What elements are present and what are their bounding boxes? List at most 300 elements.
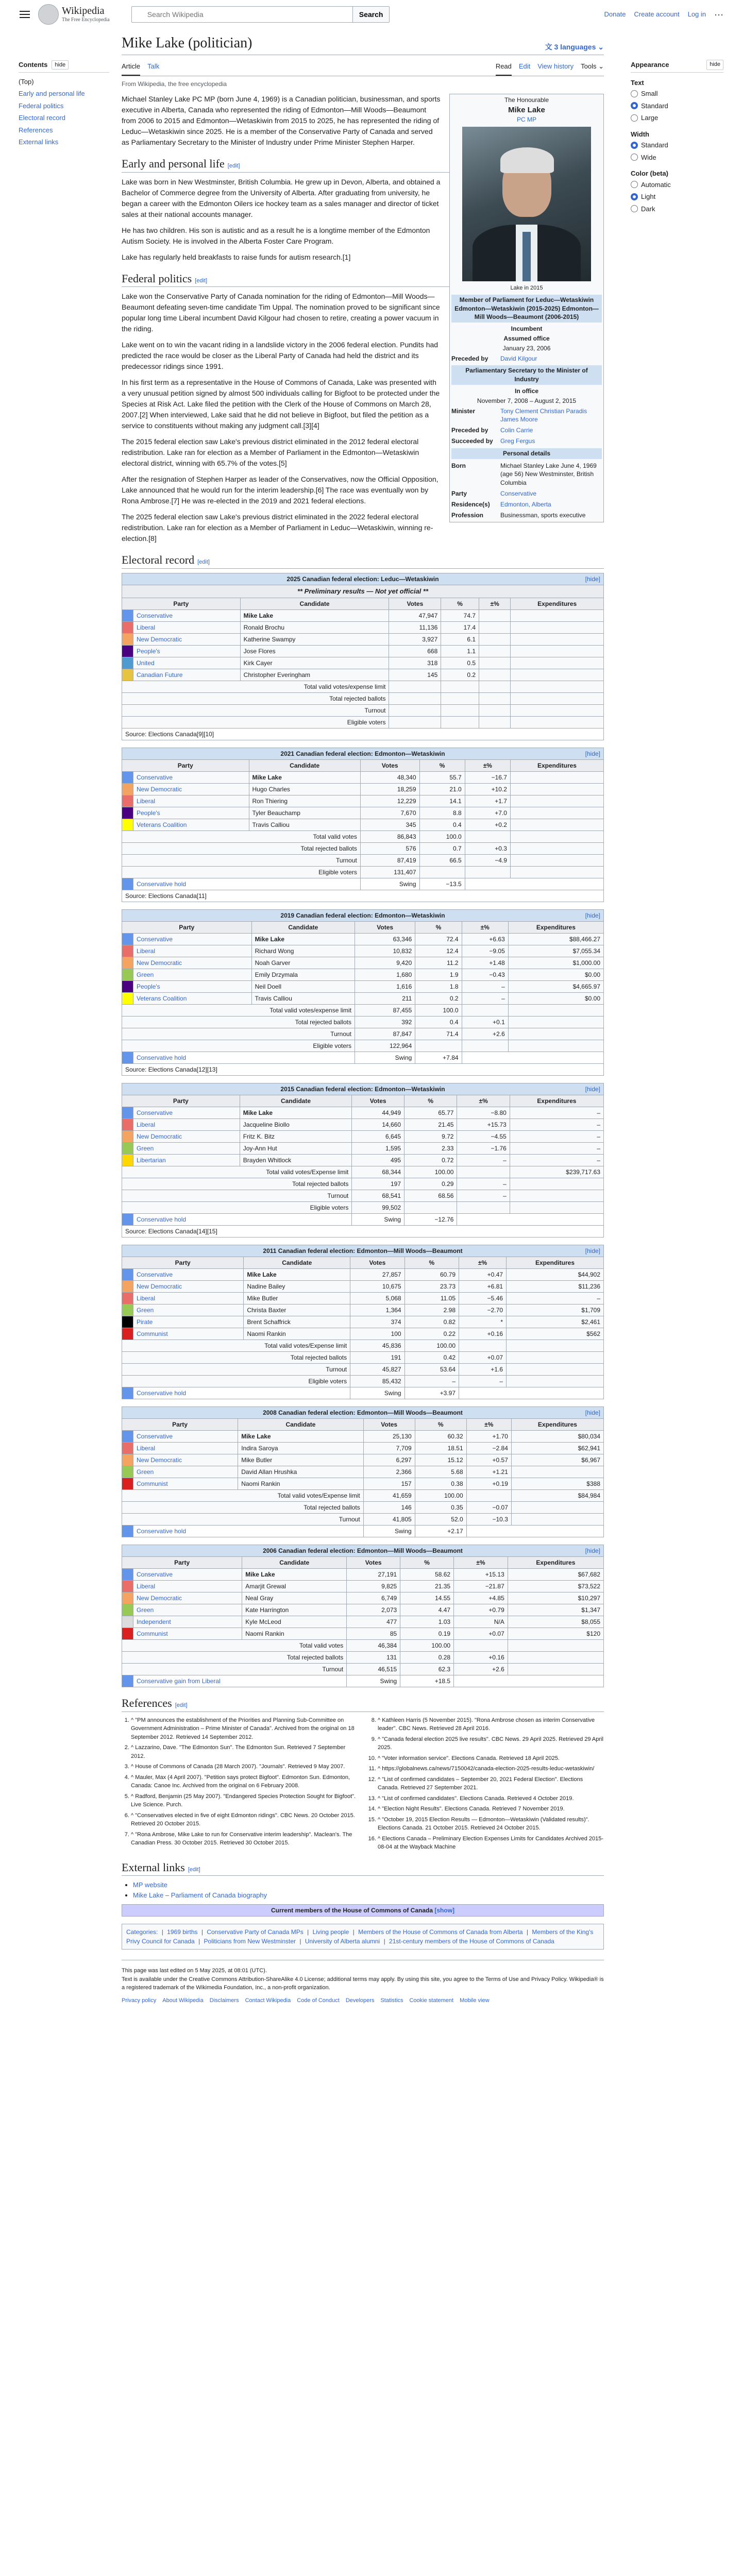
election-table [122,1545,604,1687]
hold-label[interactable]: Conservative gain from Liberal [133,1675,347,1687]
reference-item[interactable]: 6. ^ "Conservatives elected in five of eight Edmonton ridings". CBC News. 20 October 2015. Retrieved 20 October 2015. [131,1811,357,1828]
totals-label: Total rejected ballots [122,1501,364,1513]
category-link[interactable]: University of Alberta alumni [305,1938,380,1945]
totals-row [122,1351,604,1363]
change-cell: +0.57 [466,1454,511,1466]
party-color-swatch [122,807,133,819]
category-link[interactable]: Members of the King's Privy Council for Canada [126,1928,594,1945]
category-link[interactable]: 21st-century members of the House of Commons of Canada [389,1938,554,1945]
swing-label: Swing [360,878,419,890]
expenditure-cell [511,681,604,692]
totals-label: Total rejected ballots [122,1351,350,1363]
party-name[interactable]: Green [133,1142,240,1154]
column-header: % [419,759,465,771]
table-source[interactable]: Source: Elections Canada[9][10] [122,728,604,740]
hold-row [122,1387,604,1399]
toc-item-references[interactable]: References [19,126,53,134]
infobox-preceded2[interactable]: Colin Carrie [500,427,533,434]
text-size-large[interactable]: Large [631,112,723,124]
column-header: Votes [355,921,415,933]
candidate-name: Tyler Beauchamp [249,807,360,819]
edit-section-link[interactable]: [edit] [197,559,210,566]
reference-item[interactable]: 3. ^ House of Commons of Canada (28 March 2007). "Journals". Retrieved 9 May 2007. [131,1762,357,1771]
candidate-name: Jose Flores [240,645,389,657]
percent-cell: 1.9 [415,969,462,980]
infobox-postnominals[interactable]: PC MP [516,115,536,123]
votes-cell: 9,825 [347,1580,400,1592]
change-cell: +15.73 [457,1118,510,1130]
table-row [122,669,604,681]
totals-label: Eligible voters [122,1201,352,1213]
candidate-name: Mike Lake [251,933,355,945]
percent-cell: 12.4 [415,945,462,957]
tab-read[interactable]: Read [496,58,512,76]
column-header: Expenditures [510,1095,603,1107]
table-row [122,1466,604,1478]
party-color-swatch [122,795,133,807]
party-name[interactable]: Liberal [133,795,249,807]
infobox-born-label: Born [451,462,466,469]
totals-row [122,1663,604,1675]
color-light[interactable]: Light [631,191,723,203]
hold-label[interactable]: Conservative hold [133,878,361,890]
table-hide-button[interactable]: [hide] [585,911,600,919]
party-color-swatch [122,819,133,831]
color-dark[interactable]: Dark [631,203,723,215]
party-name[interactable]: Conservative [133,1568,242,1580]
candidate-name: Amarjit Grewal [242,1580,347,1592]
party-name[interactable]: Liberal [133,945,252,957]
totals-label: Turnout [122,1190,352,1201]
totals-label: Total rejected ballots [122,1016,355,1028]
language-selector[interactable]: 文 3 languages ⌄ [545,43,604,52]
candidate-name: Neal Gray [242,1592,347,1604]
hold-label[interactable]: Conservative hold [133,1525,364,1537]
footer-link[interactable]: Developers [345,1997,375,2004]
footer-link[interactable]: About Wikipedia [162,1997,204,2004]
party-name[interactable]: Green [133,1304,244,1316]
votes-cell: 5,068 [350,1292,404,1304]
category-link[interactable]: 1969 births [167,1928,198,1936]
election-table-title: 2008 Canadian federal election: Edmonton—Mill Woods—Beaumont [hide] [122,1406,604,1418]
party-name[interactable]: Independent [133,1616,242,1628]
votes-cell: 63,346 [355,933,415,945]
reference-item[interactable]: 11. ^ https://globalnews.ca/news/7150042/canada-election-2025-results-leduc-wetaskiwin/ [378,1765,604,1773]
election-table [122,909,604,1076]
totals-row [122,854,604,866]
column-header: Party [122,1095,240,1107]
reference-item[interactable]: 9. ^ "Canada federal election 2025 live results". CBC News. 29 April 2025. Retrieved 29 April 2025. [378,1735,604,1752]
party-name[interactable]: Conservative [133,1430,238,1442]
reference-item[interactable]: 12. ^ "List of confirmed candidates – September 20, 2021 Federal Election". Elections Canada. Retrieved 27 September 2021. [378,1775,604,1792]
toc-item-electoral-record[interactable]: Electoral record [19,114,66,122]
column-header: Expenditures [508,921,603,933]
footer-link[interactable]: Code of Conduct [297,1997,340,2004]
party-name[interactable]: Canadian Future [133,669,241,681]
external-link[interactable]: Mike Lake – Parliament of Canada biography [133,1891,267,1899]
party-color-swatch [122,1525,133,1537]
expenditure-cell: $2,461 [507,1316,604,1328]
infobox-minister-label: Minister [451,407,476,415]
column-header: % [415,1418,466,1430]
percent-cell: 100.00 [415,1489,466,1501]
categories-label[interactable]: Categories: [126,1928,158,1936]
infobox-assumed-label: Assumed office [503,335,550,343]
reference-item[interactable]: 16. ^ Elections Canada – Preliminary Election Expenses Limits for Candidates Archived 2015-08-04 at the Wayback Machine [378,1835,604,1852]
votes-cell: 318 [389,657,441,669]
expenditure-cell: $1,347 [508,1604,603,1616]
candidate-name: Naomi Rankin [242,1628,347,1639]
column-header: Candidate [244,1257,350,1268]
party-color-swatch [122,945,133,957]
reference-item[interactable]: 13. ^ "List of confirmed candidates". Elections Canada. Retrieved 4 October 2019. [378,1794,604,1803]
table-hide-button[interactable]: [hide] [585,1247,600,1255]
election-table-title: 2025 Canadian federal election: Leduc—Wetaskiwin [hide] [122,573,604,585]
column-header: % [400,1556,454,1568]
search-button[interactable]: Search [353,6,390,23]
tab-tools[interactable]: Tools ⌄ [581,62,604,71]
votes-cell: 131,407 [360,866,419,878]
party-name[interactable]: New Democratic [133,1454,238,1466]
table-hide-button[interactable]: [hide] [585,750,600,757]
party-name[interactable]: Green [133,1604,242,1616]
party-color-swatch [122,633,133,645]
hold-label[interactable]: Conservative hold [133,1387,350,1399]
change-cell [479,609,511,621]
party-color-swatch [122,1328,133,1340]
category-link[interactable]: Politicians from New Westminster [204,1938,296,1945]
party-name[interactable]: New Democratic [133,1130,240,1142]
table-row [122,1316,604,1328]
votes-cell: 68,344 [352,1166,404,1178]
infobox-ministers[interactable]: Tony Clement Christian Paradis James Moore [500,407,587,423]
infobox-in-office-label: In office [514,387,538,395]
percent-cell: 5.68 [415,1466,466,1478]
party-name[interactable]: Communist [133,1628,242,1639]
infobox-residence[interactable]: Edmonton, Alberta [500,500,551,508]
party-name[interactable]: Conservative [133,1107,240,1118]
donate-link[interactable]: Donate [604,10,626,19]
party-name[interactable]: Communist [133,1478,238,1489]
reference-item[interactable]: 8. ^ Kathleen Harris (5 November 2015). "Rona Ambrose chosen as interim Conservative leader". CBC News. Retrieved 28 April 2016. [378,1716,604,1733]
percent-cell [419,866,465,878]
column-header: Candidate [249,759,360,771]
table-source[interactable]: Source: Elections Canada[12][13] [122,1063,604,1075]
party-color-swatch [122,1604,133,1616]
party-name[interactable]: Conservative [133,1268,244,1280]
footer-link[interactable]: Statistics [380,1997,403,2004]
expenditure-cell: $88,466.27 [508,933,603,945]
totals-row [122,1513,604,1525]
change-cell [454,1639,508,1651]
hold-label[interactable]: Conservative hold [133,1213,352,1225]
footer-link[interactable]: Contact Wikipedia [245,1997,291,2004]
party-color-swatch [122,969,133,980]
infobox-succeeded[interactable]: Greg Fergus [500,437,535,445]
party-name[interactable]: Conservative [133,933,252,945]
change-cell: – [462,980,508,992]
table-hide-button[interactable]: [hide] [585,1547,600,1554]
party-color-swatch [122,1430,133,1442]
party-name[interactable]: Green [133,1466,238,1478]
change-cell [459,1340,507,1351]
infobox-preceded[interactable]: David Kilgour [500,354,537,362]
change-cell: +4.85 [454,1592,508,1604]
column-header: Expenditures [508,1556,603,1568]
toc-item-top[interactable]: (Top) [19,77,34,86]
table-row [122,933,604,945]
totals-label: Eligible voters [122,1375,350,1387]
votes-cell: 1,364 [350,1304,404,1316]
edit-section-link[interactable]: [edit] [188,1866,200,1873]
reference-item[interactable]: 10. ^ "Voter information service". Elections Canada. Retrieved 18 April 2025. [378,1754,604,1763]
tab-article[interactable]: Article [122,58,140,76]
party-name[interactable]: New Democratic [133,783,249,795]
expenditure-cell: $239,717.63 [510,1166,603,1178]
edit-section-link[interactable]: [edit] [175,1702,188,1708]
width-wide[interactable]: Wide [631,151,723,164]
footer-link[interactable]: Privacy policy [122,1997,157,2004]
change-cell: +0.07 [459,1351,507,1363]
party-name[interactable]: Libertarian [133,1154,240,1166]
votes-cell: 392 [355,1016,415,1028]
reference-item[interactable]: 4. ^ Mauler, Max (4 April 2007). "Petition says protect Bigfoot". Edmonton Sun. Edmonton, Canada: Canoe Inc. Archived from the original on 6 February 2008. [131,1773,357,1790]
early-paragraph: Lake was born in New Westminster, British Columbia. He grew up in Devon, Alberta, and obtained a Bachelor of Commerce degree from the University of Alberta. After graduating from university, he began a career with the Edmonton Oilers ice hockey team as a sales manager and director of ticket sales at their national accounts manager. [122,177,441,218]
hold-label[interactable]: Conservative hold [133,1052,355,1063]
edit-section-link[interactable]: [edit] [227,162,240,169]
party-name[interactable]: New Democratic [133,957,252,969]
search-input[interactable] [131,6,353,23]
totals-label: Eligible voters [122,716,389,728]
percent-cell: 65.77 [404,1107,457,1118]
hold-row [122,1525,604,1537]
votes-cell [389,681,441,692]
reference-item[interactable]: 7. ^ "Rona Ambrose, Mike Lake to run for Conservative interim leadership". Maclean's. The Canadian Press. 30 October 2015. Retrieved 30 October 2015. [131,1831,357,1848]
change-cell: −21.87 [454,1580,508,1592]
percent-cell: 0.7 [419,842,465,854]
toc-item-external-links[interactable]: External links [19,138,59,146]
totals-label: Total rejected ballots [122,692,389,704]
totals-row [122,1340,604,1351]
change-cell: – [457,1190,510,1201]
party-name[interactable]: Conservative [133,771,249,783]
change-cell: −16.7 [465,771,510,783]
logo-subtitle: The Free Encyclopedia [62,16,110,23]
appearance-title: Appearance [631,61,669,69]
party-name[interactable]: Pirate [133,1316,244,1328]
votes-cell: 131 [347,1651,400,1663]
party-name[interactable]: Green [133,969,252,980]
reference-item[interactable]: 2. ^ Lazzarino, Dave. "The Edmonton Sun". The Edmonton Sun. Retrieved 7 September 2012. [131,1743,357,1760]
tab-talk[interactable]: Talk [147,62,160,71]
party-name[interactable]: New Democratic [133,1592,242,1604]
lead-paragraph: Michael Stanley Lake PC MP (born June 4, 1969) is a Canadian politician, businessman, and sports executive in Alberta, Canada who represented the riding of Edmonton—Mill Woods—Beaumont from 2006 to 2015 and Edmonton—Wetaskiwin from 2015 to 2025, he has represented the riding of Leduc—Wetaskiwin since 2025. He is a member of the Conservative Party of Canada and served as Parliamentary Secretary to the Minister of Industry under Prime Minister Stephen Harper. [122,94,441,146]
table-source[interactable]: Source: Elections Canada[14][15] [122,1225,604,1237]
votes-cell [389,704,441,716]
candidate-name: Naomi Rankin [244,1328,350,1340]
party-name[interactable]: New Democratic [133,633,241,645]
totals-label: Total valid votes/Expense limit [122,1340,350,1351]
navbox-show-button[interactable]: [show] [434,1907,455,1914]
tab-edit[interactable]: Edit [518,62,531,71]
external-link[interactable]: MP website [133,1881,167,1889]
footer-link[interactable]: Cookie statement [409,1997,454,2004]
expenditure-cell: $1,709 [507,1304,604,1316]
change-cell: −2.70 [459,1304,507,1316]
column-header: Candidate [238,1418,364,1430]
party-name[interactable]: Liberal [133,1118,240,1130]
text-size-small[interactable]: Small [631,88,723,100]
table-row [122,819,604,831]
column-header: Votes [347,1556,400,1568]
category-link[interactable]: Living people [312,1928,349,1936]
reference-item[interactable]: 14. ^ "Election Night Results". Elections Canada. Retrieved 7 November 2019. [378,1805,604,1814]
candidate-name: Noah Garver [251,957,355,969]
more-options-icon[interactable]: ··· [714,9,723,20]
swing-label: Swing [352,1213,404,1225]
expenditure-cell [508,1639,603,1651]
party-name[interactable]: Conservative [133,609,241,621]
votes-cell: 6,749 [347,1592,400,1604]
edit-section-link[interactable]: [edit] [195,277,208,284]
expenditure-cell [510,771,603,783]
party-color-swatch [122,1292,133,1304]
change-cell: +1.48 [462,957,508,969]
percent-cell: 68.56 [404,1190,457,1201]
table-row [122,1628,604,1639]
percent-cell: 0.2 [415,992,462,1004]
table-hide-button[interactable]: [hide] [585,575,600,583]
change-cell [462,1004,508,1016]
totals-label: Turnout [122,1028,355,1040]
footer-link[interactable]: Mobile view [460,1997,490,2004]
width-label: Width [631,130,649,138]
party-name[interactable]: Communist [133,1328,244,1340]
party-name[interactable]: Veterans Coalition [133,819,249,831]
column-header: Votes [363,1418,415,1430]
table-row [122,645,604,657]
change-cell: +0.16 [459,1328,507,1340]
percent-cell: 71.4 [415,1028,462,1040]
text-size-standard[interactable]: Standard [631,100,723,112]
change-cell: −4.9 [465,854,510,866]
party-color-swatch [122,645,133,657]
table-row [122,1478,604,1489]
candidate-name: Emily Drzymala [251,969,355,980]
category-link[interactable]: Conservative Party of Canada MPs [207,1928,303,1936]
expenditure-cell [510,1201,603,1213]
column-header: ±% [479,598,511,609]
column-header: % [404,1095,457,1107]
table-row [122,1616,604,1628]
table-row [122,1442,604,1454]
create-account-link[interactable]: Create account [634,10,680,19]
expenditure-cell [507,1375,604,1387]
percent-cell: 0.38 [415,1478,466,1489]
change-cell: −0.07 [466,1501,511,1513]
change-cell [479,704,511,716]
reference-item[interactable]: 1. ^ "PM announces the establishment of the Priorities and Planning Sub-Committee on Government Administration – Prime Minister of Canada". Archived from the original on 18 September 2012. Retrieved 14 September 2012. [131,1716,357,1742]
totals-row [122,716,604,728]
reference-item[interactable]: 15. ^ "October 19, 2015 Election Results — Edmonton—Wetaskiwin (Validated results)". Elections Canada. 21 October 2015. Retrieved 24 October 2015. [378,1816,604,1833]
change-cell [479,681,511,692]
toc-item-early-life[interactable]: Early and personal life [19,90,85,97]
expenditure-cell: $562 [507,1328,604,1340]
votes-cell [389,692,441,704]
party-name[interactable]: Veterans Coalition [133,992,252,1004]
change-cell [479,633,511,645]
party-name[interactable]: New Democratic [133,1280,244,1292]
login-link[interactable]: Log in [687,10,706,19]
percent-cell: 21.45 [404,1118,457,1130]
votes-cell: 68,541 [352,1190,404,1201]
column-header: ±% [454,1556,508,1568]
appearance-hide-button[interactable]: hide [706,60,723,70]
column-header: Votes [389,598,441,609]
party-name[interactable]: People's [133,980,252,992]
party-name[interactable]: People's [133,645,241,657]
party-color-swatch [122,1118,133,1130]
party-name[interactable]: Liberal [133,1580,242,1592]
footer-link[interactable]: Disclaimers [209,1997,239,2004]
toc-hide-button[interactable]: hide [52,60,69,70]
party-color-swatch [122,957,133,969]
table-hide-button[interactable]: [hide] [585,1085,600,1093]
column-header: % [441,598,479,609]
party-name[interactable]: Liberal [133,1442,238,1454]
toc-item-federal-politics[interactable]: Federal politics [19,101,64,110]
infobox-party[interactable]: Conservative [500,490,537,498]
table-hide-button[interactable]: [hide] [585,1409,600,1416]
site-logo[interactable] [38,4,110,25]
column-header: % [404,1257,459,1268]
party-name[interactable]: Liberal [133,1292,244,1304]
expenditure-cell: – [510,1118,603,1130]
change-cell: +0.2 [465,819,510,831]
percent-cell: 55.7 [419,771,465,783]
table-row [122,771,604,783]
expenditure-cell [511,657,604,669]
table-source[interactable]: Source: Elections Canada[11] [122,890,604,902]
percent-cell: 72.4 [415,933,462,945]
votes-cell: 27,857 [350,1268,404,1280]
party-name[interactable]: Liberal [133,621,241,633]
federal-paragraph: After the resignation of Stephen Harper as leader of the Conservatives, now the Official Opposition, Lake announced that he would run for the interim leadership.[6] The race was eventually won by Rona Ambrose.[7] He was re-elected in the 2019 and 2021 federal elections. [122,475,439,505]
hold-row [122,878,604,890]
candidate-name: Mike Lake [240,609,389,621]
party-color-swatch [122,783,133,795]
expenditure-cell: $4,665.97 [508,980,603,992]
tab-view-history[interactable]: View history [537,62,574,71]
main-menu-icon[interactable] [19,9,31,20]
width-standard[interactable]: Standard [631,139,723,151]
change-cell: – [457,1178,510,1190]
logo-title: Wikipedia [62,5,105,16]
swing-value: −12.76 [404,1213,457,1225]
portrait-image[interactable] [462,127,591,281]
table-row [122,1292,604,1304]
column-header: Candidate [240,598,389,609]
tagline: From Wikipedia, the free encyclopedia [122,80,227,88]
color-automatic[interactable]: Automatic [631,179,723,191]
table-row [122,1268,604,1280]
party-name[interactable]: United [133,657,241,669]
party-name[interactable]: People's [133,807,249,819]
reference-item[interactable]: 5. ^ Radford, Benjamin (25 May 2007). "Endangered Species Protection Sought for Bigfoot". Live Science. Purch. [131,1792,357,1809]
votes-cell: 576 [360,842,419,854]
totals-row [122,1190,604,1201]
category-link[interactable]: Members of the House of Commons of Canada from Alberta [358,1928,523,1936]
